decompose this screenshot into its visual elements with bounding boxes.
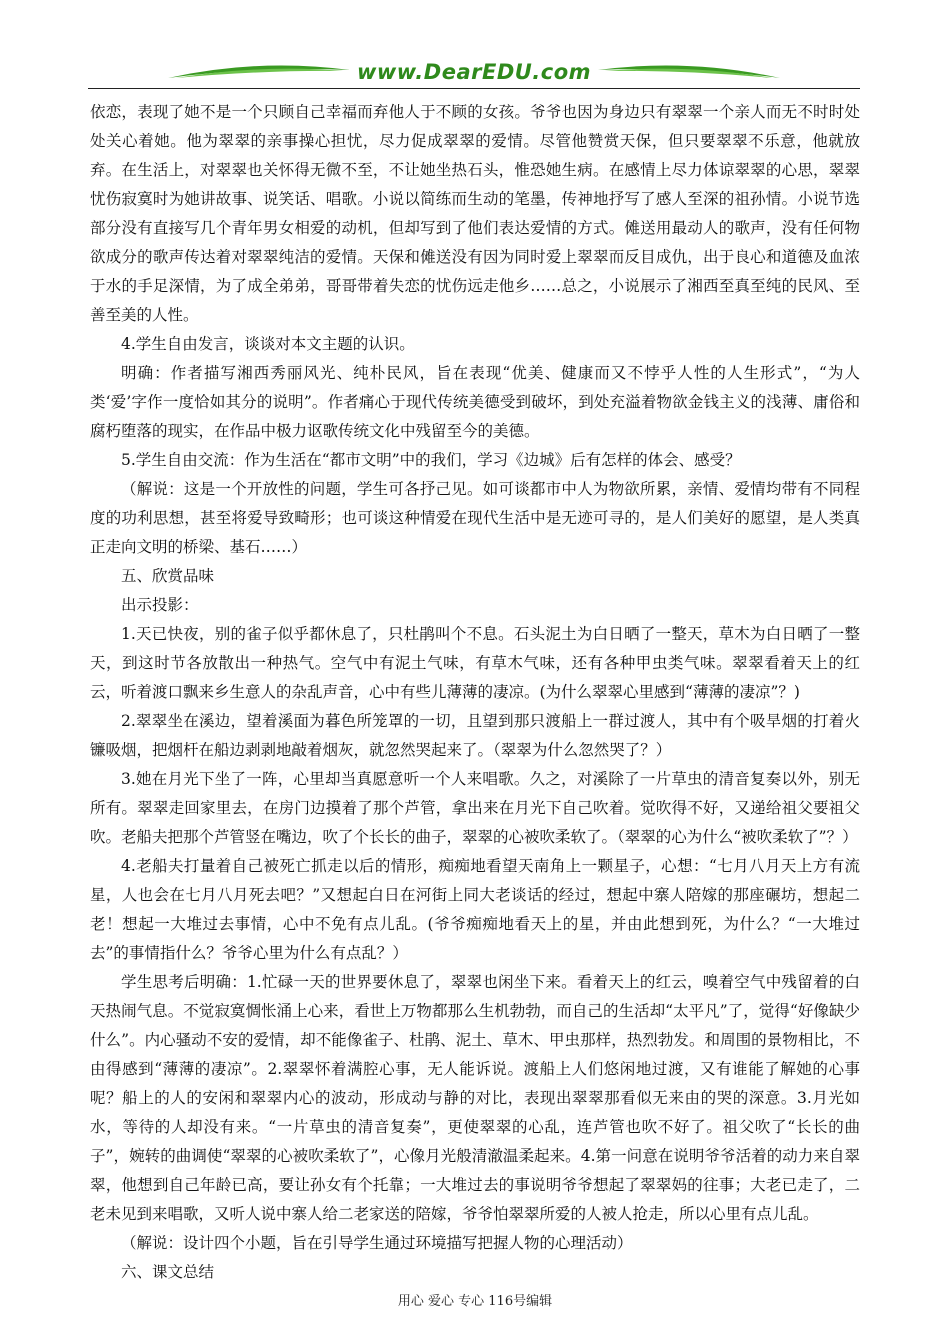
page-header (88, 56, 860, 92)
paragraph: 5.学生自由交流：作为生活在“都市文明”中的我们，学习《边城》后有怎样的体会、感受？ (121, 451, 741, 469)
header-rule (88, 88, 860, 89)
paragraph: 学生思考后明确：1.忙碌一天的世界要休息了，翠翠也闲坐下来。看着天上的红云，嗅着空气中残留着的白天热闹气息。不觉寂寞惆怅涌上心来，看世上万物都那么生机勃勃，而自己的生活却“太平凡”了，觉得“好像缺少什么”。内心骚动不安的爱情，却不能像雀子、杜鹃、泥土、草木、甲虫那样，热烈勃发。和周围的景物相比，不由得感到“薄薄的凄凉”。2.翠翠怀着满腔心事，无人能诉说。渡船上人们悠闲地过渡，又有谁能了解她的心事呢？船上的人的安闲和翠翠内心的波动，形成动与静的对比，表现出翠翠那看似无来由的哭的深意。3.月光如水，等待的人却没有来。“一片草虫的清音复奏”，更使翠翠的心乱，连芦管也吹不好了。祖父吹了“长长的曲子”，婉转的曲调使“翠翠的心被吹柔软了”，心像月光般清澈温柔起来。4.第一问意在说明爷爷活着的动力来自翠翠，他想到自己年龄已高，要让孙女有个托靠；一大堆过去的事说明爷爷想起了翠翠妈的往事；大老已走了，二老未见到来唱歌，又听人说中寨人给二老家送的陪嫁，爷爷怕翠翠所爱的人被人抢走，所以心里有点儿乱。 (90, 973, 860, 1223)
section-heading: 六、课文总结 (121, 1263, 215, 1281)
paragraph: 出示投影： (121, 596, 199, 614)
paragraph: 2.翠翠坐在溪边，望着溪面为暮色所笼罩的一切，且望到那只渡船上一群过渡人，其中有个吸旱烟的打着火镰吸烟，把烟杆在船边剥剥地敲着烟灰，就忽然哭起来了。（翠翠为什么忽然哭了？） (90, 712, 860, 759)
document-body (90, 98, 860, 1287)
paragraph: 4.学生自由发言，谈谈对本文主题的认识。 (121, 335, 415, 353)
paragraph: （解说：这是一个开放性的问题，学生可各抒己见。如可谈都市中人为物欲所累，亲情、爱情均带有不同程度的功利思想，甚至将爱导致畸形；也可谈这种情爱在现代生活中是无迹可寻的，是人们美好的愿望，是人类真正走向文明的桥梁、基石……） (90, 480, 860, 556)
site-logo-text: www.DearEDU.com (356, 60, 592, 84)
paragraph: 明确：作者描写湘西秀丽风光、纯朴民风，旨在表现“优美、健康而又不悖乎人性的人生形式”，“为人类‘爱’字作一度恰如其分的说明”。作者痛心于现代传统美德受到破坏，到处充溢着物欲金钱主义的浅薄、庸俗和腐朽堕落的现实，在作品中极力讴歌传统文化中残留至今的美德。 (90, 364, 860, 440)
page-footer: 用心 爱心 专心 116号编辑 (397, 1294, 553, 1309)
paragraph: 4.老船夫打量着自己被死亡抓走以后的情形，痴痴地看望天南角上一颗星子，心想：“七月八月天上方有流星，人也会在七月八月死去吧？”又想起白日在河街上同大老谈话的经过，想起中寨人陪嫁的那座碾坊，想起二老！想起一大堆过去事情，心中不免有点儿乱。(爷爷痴痴地看天上的星，并由此想到死，为什么？“一大堆过去”的事情指什么？爷爷心里为什么有点乱？） (90, 857, 860, 962)
paragraph: 依恋，表现了她不是一个只顾自己幸福而弃他人于不顾的女孩。爷爷也因为身边只有翠翠一个亲人而无不时时处处关心着她。他为翠翠的亲事操心担忧，尽力促成翠翠的爱情。尽管他赞赏天保，但只要翠翠不乐意，他就放弃。在生活上，对翠翠也关怀得无微不至，不让她坐热石头，惟恐她生病。在感情上尽力体谅翠翠的心思，翠翠忧伤寂寞时为她讲故事、说笑话、唱歌。小说以简练而生动的笔墨，传神地抒写了感人至深的祖孙情。小说节选部分没有直接写几个青年男女相爱的动机，但却写到了他们表达爱情的方式。傩送用最动人的歌声，没有任何物欲成分的歌声传达着对翠翠纯洁的爱情。天保和傩送没有因为同时爱上翠翠而反目成仇，出于良心和道德及血浓于水的手足深情，为了成全弟弟，哥哥带着失恋的忧伤远走他乡……总之，小说展示了湘西至真至纯的民风、至善至美的人性。 (90, 103, 860, 324)
section-heading: 五、欣赏品味 (121, 567, 215, 585)
paragraph: （解说：设计四个小题，旨在引导学生通过环境描写把握人物的心理活动） (121, 1234, 633, 1252)
paragraph: 3.她在月光下坐了一阵，心里却当真愿意听一个人来唱歌。久之，对溪除了一片草虫的清音复奏以外，别无所有。翠翠走回家里去，在房门边摸着了那个芦管，拿出来在月光下自己吹着。觉吹得不好，又递给祖父要祖父吹。老船夫把那个芦管竖在嘴边，吹了个长长的曲子，翠翠的心被吹柔软了。（翠翠的心为什么“被吹柔软了”？） (90, 770, 860, 846)
paragraph: 1.天已快夜，别的雀子似乎都休息了，只杜鹃叫个不息。石头泥土为白日晒了一整天，草木为白日晒了一整天，到这时节各放散出一种热气。空气中有泥土气味，有草木气味，还有各种甲虫类气味。翠翠看着天上的红云，听着渡口飘来乡生意人的杂乱声音，心中有些儿薄薄的凄凉。(为什么翠翠心里感到“薄薄的凄凉”？) (90, 625, 860, 701)
